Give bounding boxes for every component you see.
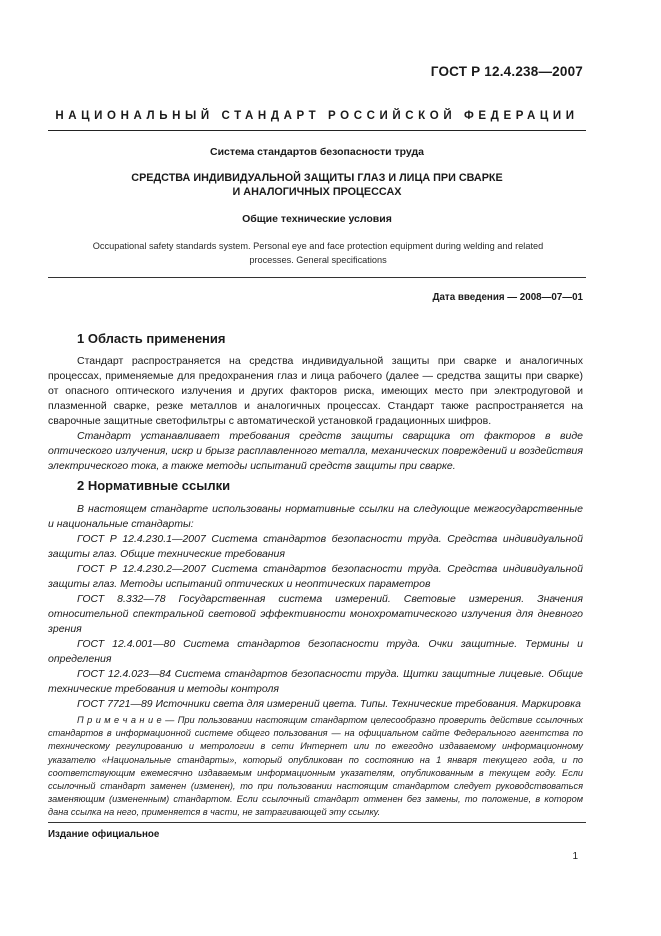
reference-item: ГОСТ 12.4.023—84 Система стандартов безопасности труда. Щитки защитные лицевые. Общие технические требования и методы контроля xyxy=(48,668,583,695)
reference-item: ГОСТ Р 12.4.230.1—2007 Система стандартов безопасности труда. Средства индивидуальной защиты глаз. Общие технические требования xyxy=(48,533,583,560)
section-1-body xyxy=(48,354,583,474)
section-1-paragraph-1: Стандарт распространяется на средства индивидуальной защиты при сварке и аналогичных процессах, применяемые для предохранения глаз и лица рабочего (далее — средства защиты при сварке) от опасного оптического излучения и других факторов риска, имеющих место при электродуговой и плазменной сварке, резке металлов и аналогичных процессах. Стандарт также распространяется на сварочные защитные светофильтры с автоматической установкой градационных шифров. xyxy=(48,355,583,427)
reference-item: ГОСТ Р 12.4.230.2—2007 Система стандартов безопасности труда. Средства индивидуальной защиты глаз. Методы испытаний оптических и неоптических параметров xyxy=(48,563,583,590)
national-standard-banner: НАЦИОНАЛЬНЫЙ СТАНДАРТ РОССИЙСКОЙ ФЕДЕРАЦИИ xyxy=(55,110,579,122)
document-title xyxy=(48,172,586,199)
english-title xyxy=(55,240,581,267)
section-2-heading: 2 Нормативные ссылки xyxy=(77,478,231,493)
top-divider xyxy=(48,130,586,131)
note-label: П р и м е ч а н и е xyxy=(77,715,162,725)
document-subtitle: Общие технические условия xyxy=(242,213,392,225)
middle-divider xyxy=(48,277,586,278)
section-1-paragraph-2: Стандарт устанавливает требования средств защиты сварщика от факторов в виде оптического излучения, искр и брызг расплавленного металла, механических повреждений и воздействия электрического тока, а также методы испытаний средств защиты при сварке. xyxy=(48,430,583,472)
english-title-line-2: processes. General specifications xyxy=(249,254,387,265)
standard-designation: ГОСТ Р 12.4.238—2007 xyxy=(430,64,583,79)
note-block xyxy=(48,714,583,820)
official-edition-label: Издание официальное xyxy=(48,829,160,840)
section-1-heading: 1 Область применения xyxy=(77,331,226,346)
note-text: — При пользовании настоящим стандартом целесообразно проверить действие ссылочных стандартов в информационной системе общего пользования — на официальном сайте Федерального агентства по техническому регулированию и метрологии в сети Интернет или по ежегодно издаваемому информационному указателю «Национальные стандарты», который опубликован по состоянию на 1 января текущего года, и по соответствующим ежемесячно издаваемым информационным указателям, опубликованным в текущем году. Если ссылочный стандарт заменен (изменен), то при пользовании настоящим стандартом следует руководствоваться заменяющим (измененным) стандартом. Если ссылочный стандарт отменен без замены, то положение, в котором дана ссылка на него, применяется в части, не затрагивающей эту ссылку. xyxy=(48,715,583,818)
english-title-line-1: Occupational safety standards system. Personal eye and face protection equipment during welding and related xyxy=(92,241,544,251)
introduction-date: Дата введения — 2008—07—01 xyxy=(432,292,583,303)
reference-item: ГОСТ 12.4.001—80 Система стандартов безопасности труда. Очки защитные. Термины и определения xyxy=(48,638,583,665)
title-line-1: СРЕДСТВА ИНДИВИДУАЛЬНОЙ ЗАЩИТЫ ГЛАЗ И ЛИЦА ПРИ СВАРКЕ xyxy=(131,172,503,184)
reference-item: ГОСТ 8.332—78 Государственная система измерений. Световые измерения. Значения относительной спектральной световой эффективности монохроматического излучения для дневного зрения xyxy=(48,593,583,635)
section-2-intro: В настоящем стандарте использованы нормативные ссылки на следующие межгосударственные и национальные стандарты: xyxy=(48,503,583,530)
system-title: Система стандартов безопасности труда xyxy=(209,146,425,158)
title-line-2: И АНАЛОГИЧНЫХ ПРОЦЕССАХ xyxy=(232,185,402,198)
note-paragraph xyxy=(48,714,583,820)
section-2-body xyxy=(48,502,583,712)
page-number: 1 xyxy=(572,851,578,862)
reference-item: ГОСТ 7721—89 Источники света для измерений цвета. Типы. Технические требования. Маркировка xyxy=(77,698,581,710)
bottom-divider xyxy=(48,822,586,823)
